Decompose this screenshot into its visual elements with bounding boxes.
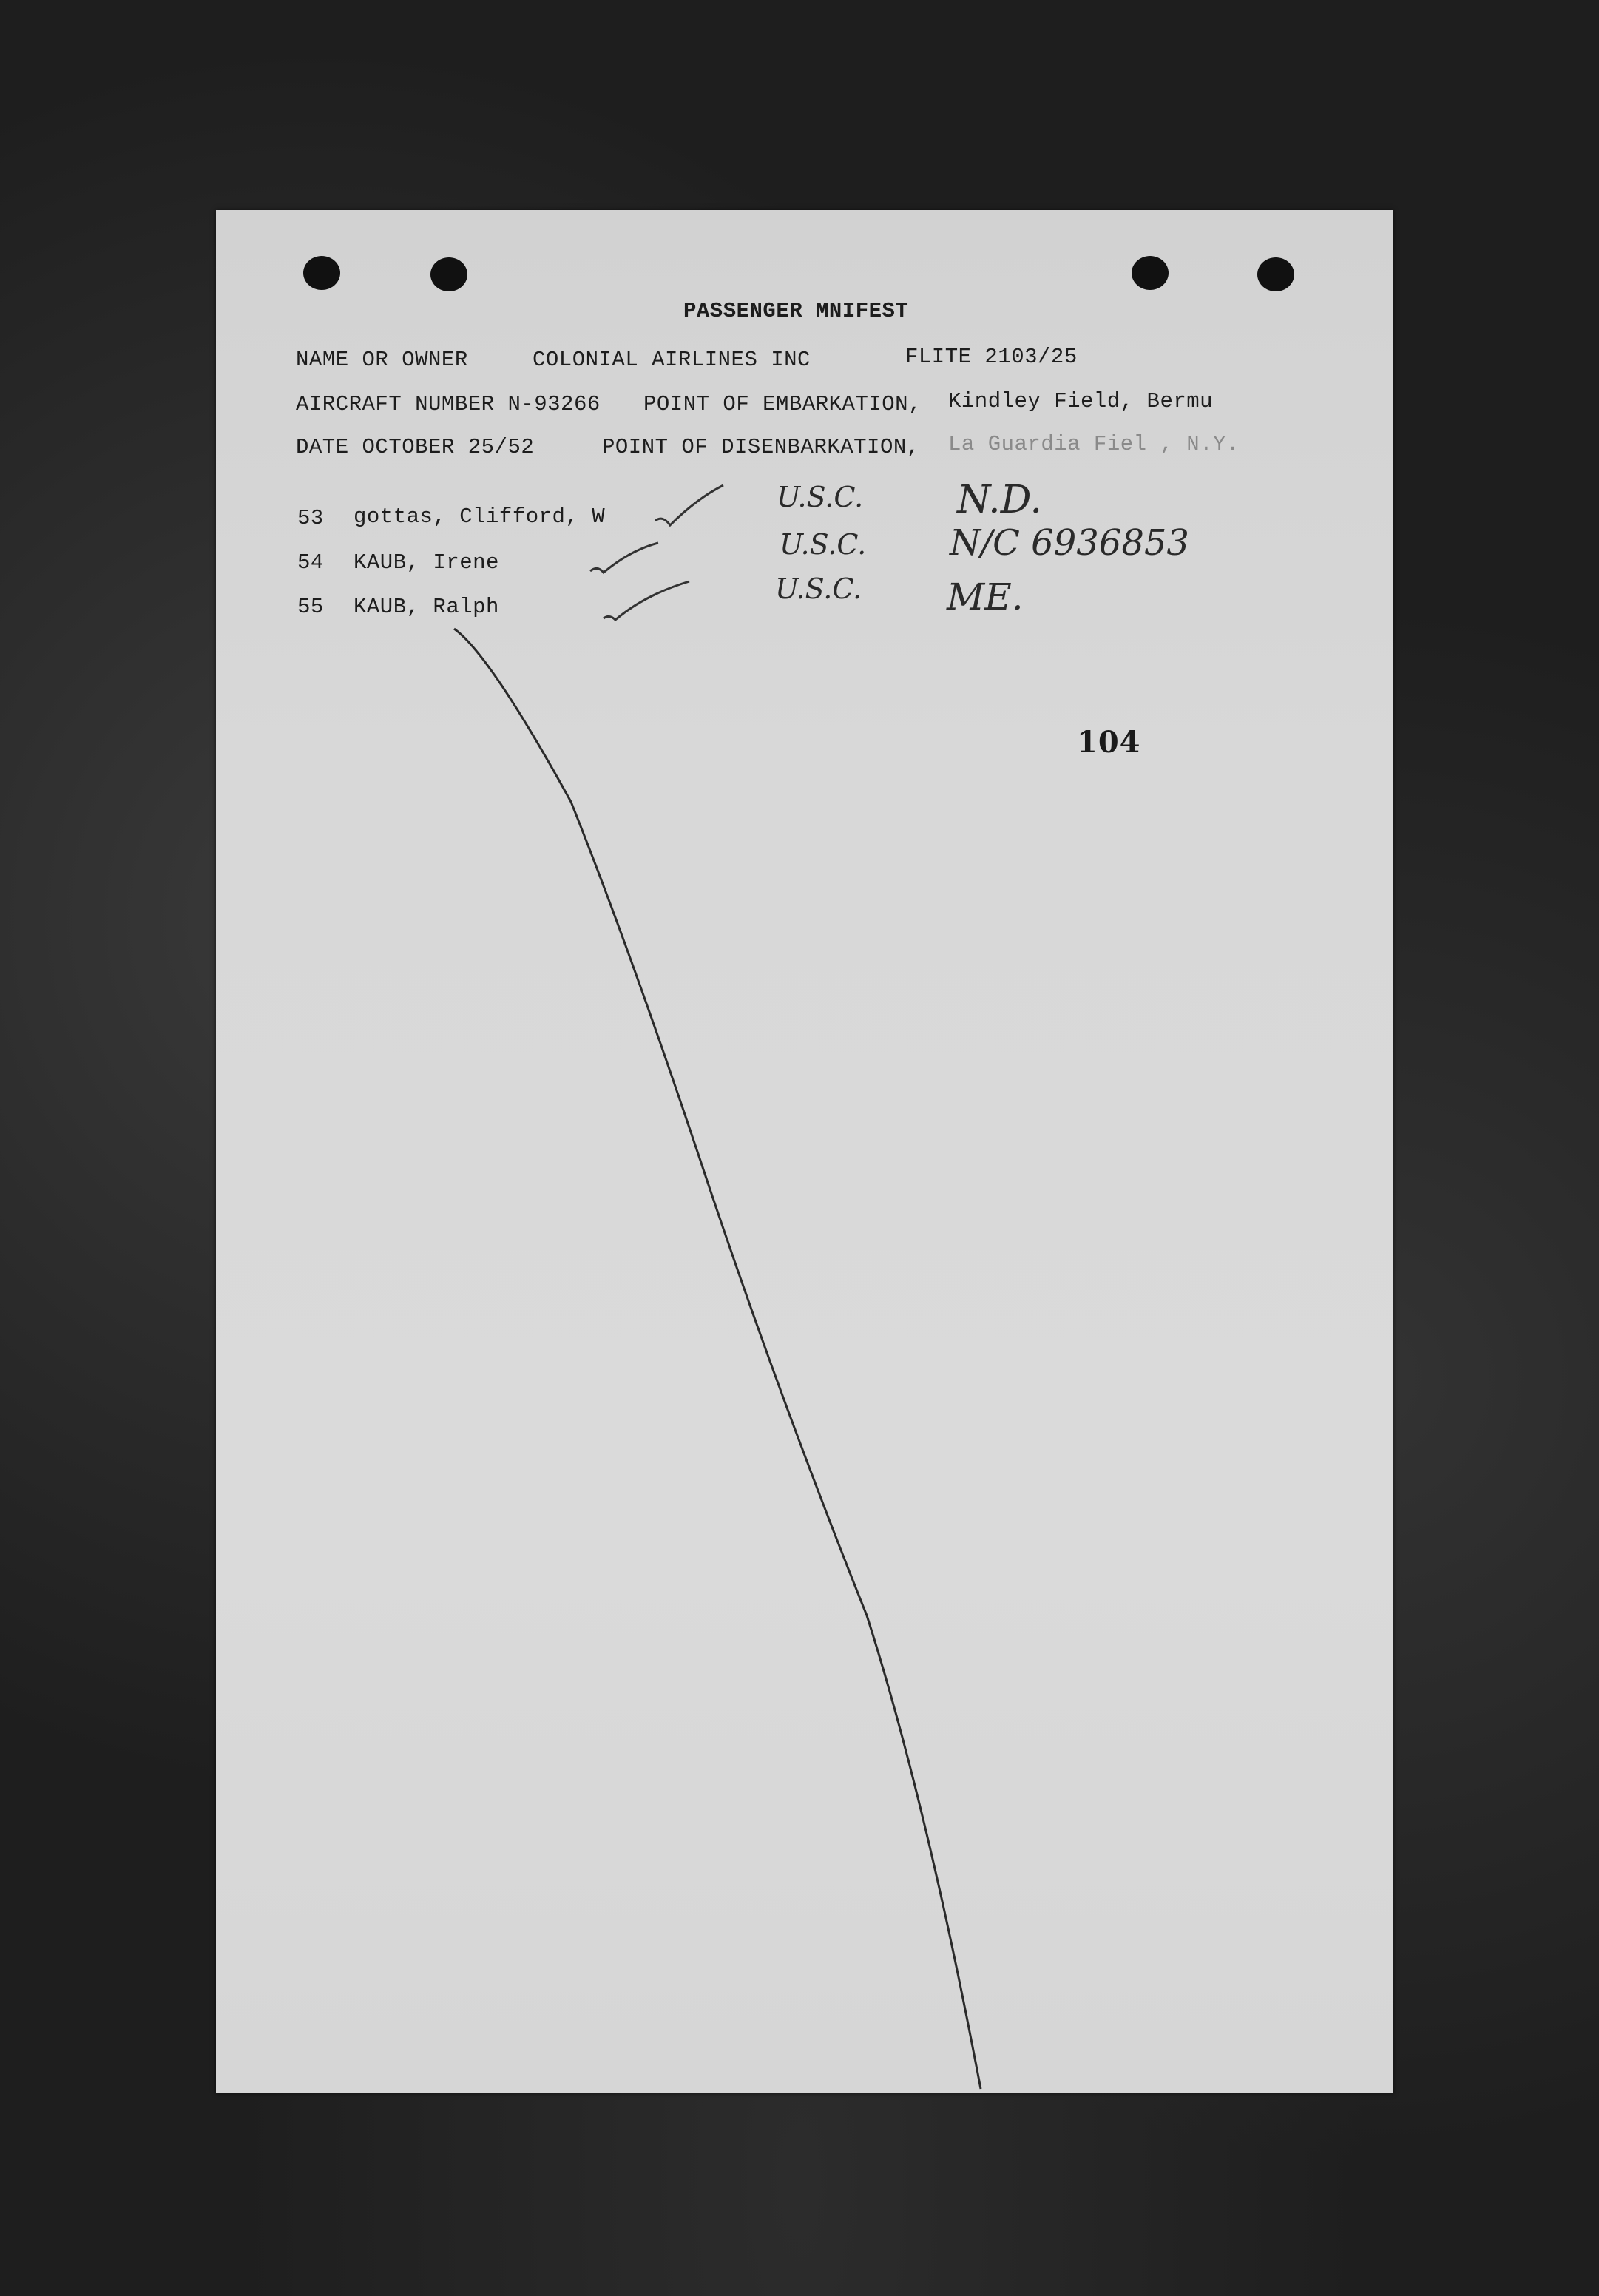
check-mark-53 bbox=[655, 485, 723, 525]
passenger-note: N.D. bbox=[957, 478, 1043, 522]
manifest-page bbox=[216, 210, 1393, 2093]
passenger-name: gottas, Clifford, W bbox=[354, 504, 606, 529]
citizenship-mark: U.S.C. bbox=[777, 481, 864, 513]
embarkation-place: Kindley Field, Bermu bbox=[948, 389, 1214, 413]
check-mark-54 bbox=[590, 543, 658, 573]
owner-value: COLONIAL AIRLINES INC bbox=[533, 348, 811, 372]
page-number-stamp: 104 bbox=[1077, 725, 1141, 760]
passenger-number: 54 bbox=[297, 550, 324, 575]
page-title: PASSENGER MNIFEST bbox=[683, 299, 909, 323]
owner-label: NAME OR OWNER bbox=[296, 348, 468, 372]
embarkation-label: POINT OF EMBARKATION, bbox=[643, 392, 922, 416]
disembarkation-place: La Guardia Fiel , N.Y. bbox=[948, 432, 1240, 456]
disembarkation-label: POINT OF DISENBARKATION, bbox=[602, 435, 920, 459]
citizenship-mark: U.S.C. bbox=[775, 573, 862, 605]
citizenship-mark: U.S.C. bbox=[780, 528, 867, 561]
passenger-number: 55 bbox=[297, 595, 324, 619]
check-mark-55 bbox=[604, 581, 689, 620]
flight-number: FLITE 2103/25 bbox=[905, 345, 1078, 369]
pen-marks bbox=[216, 210, 1393, 2093]
passenger-number: 53 bbox=[297, 506, 324, 530]
aircraft-number: AIRCRAFT NUMBER N-93266 bbox=[296, 392, 601, 416]
passenger-name: KAUB, Ralph bbox=[354, 595, 499, 619]
passenger-note: N/C 6936853 bbox=[950, 522, 1189, 564]
cancellation-stroke bbox=[454, 629, 981, 2089]
passenger-name: KAUB, Irene bbox=[354, 550, 499, 575]
passenger-note: ME. bbox=[947, 575, 1024, 618]
manifest-date: DATE OCTOBER 25/52 bbox=[296, 435, 535, 459]
